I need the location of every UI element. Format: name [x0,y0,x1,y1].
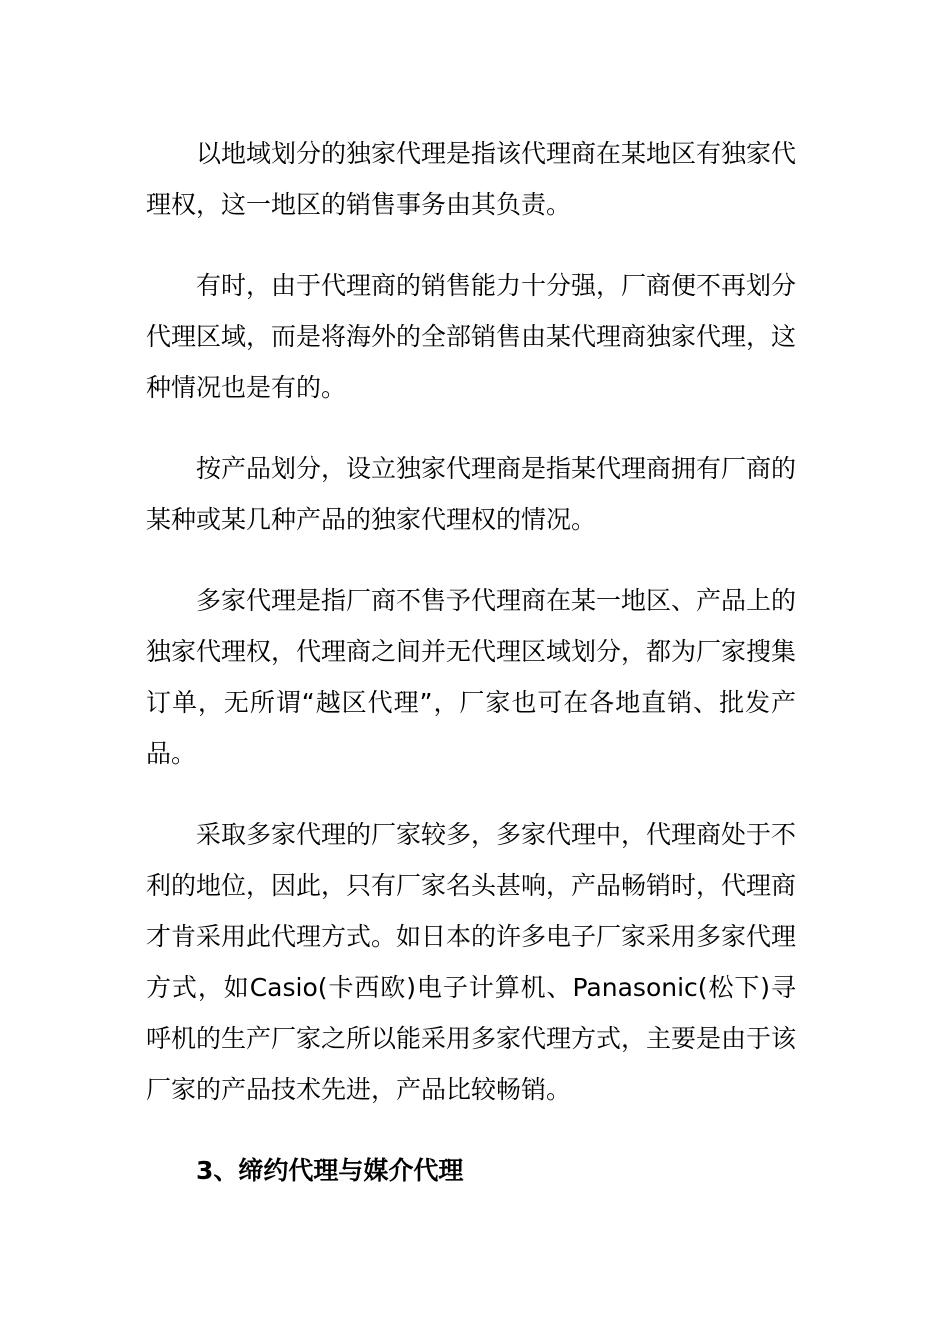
section-heading: 3、缔约代理与媒介代理 [196,1156,464,1185]
paragraph-exclusive-all-overseas: 有时，由于代理商的销售能力十分强，厂商便不再划分代理区域，而是将海外的全部销售由某代理商独家代理，这种情况也是有的。 [146,271,797,402]
paragraph-exclusive-by-region: 以地域划分的独家代理是指该代理商在某地区有独家代理权，这一地区的销售事务由其负责。 [146,139,797,219]
document-body [146,128,796,1196]
paragraph-multiple-agency-example: 采取多家代理的厂家较多，多家代理中，代理商处于不利的地位，因此，只有厂家名头甚响，产品畅销时，代理商才肯采用此代理方式。如日本的许多电子厂家采用多家代理方式，如Casio(卡西欧)电子计算机、Panasonic(松下)寻呼机的生产厂家之所以能采用多家代理方式，主要是由于该厂家的产品技术先进，产品比较畅销。 [146,820,797,1104]
paragraph-multiple-agency: 多家代理是指厂商不售予代理商在某一地区、产品上的独家代理权，代理商之间并无代理区域划分，都为厂家搜集订单，无所谓“越区代理”，厂家也可在各地直销、批发产品。 [146,586,797,768]
paragraph-exclusive-by-product: 按产品划分，设立独家代理商是指某代理商拥有厂商的某种或某几种产品的独家代理权的情况。 [146,454,797,534]
